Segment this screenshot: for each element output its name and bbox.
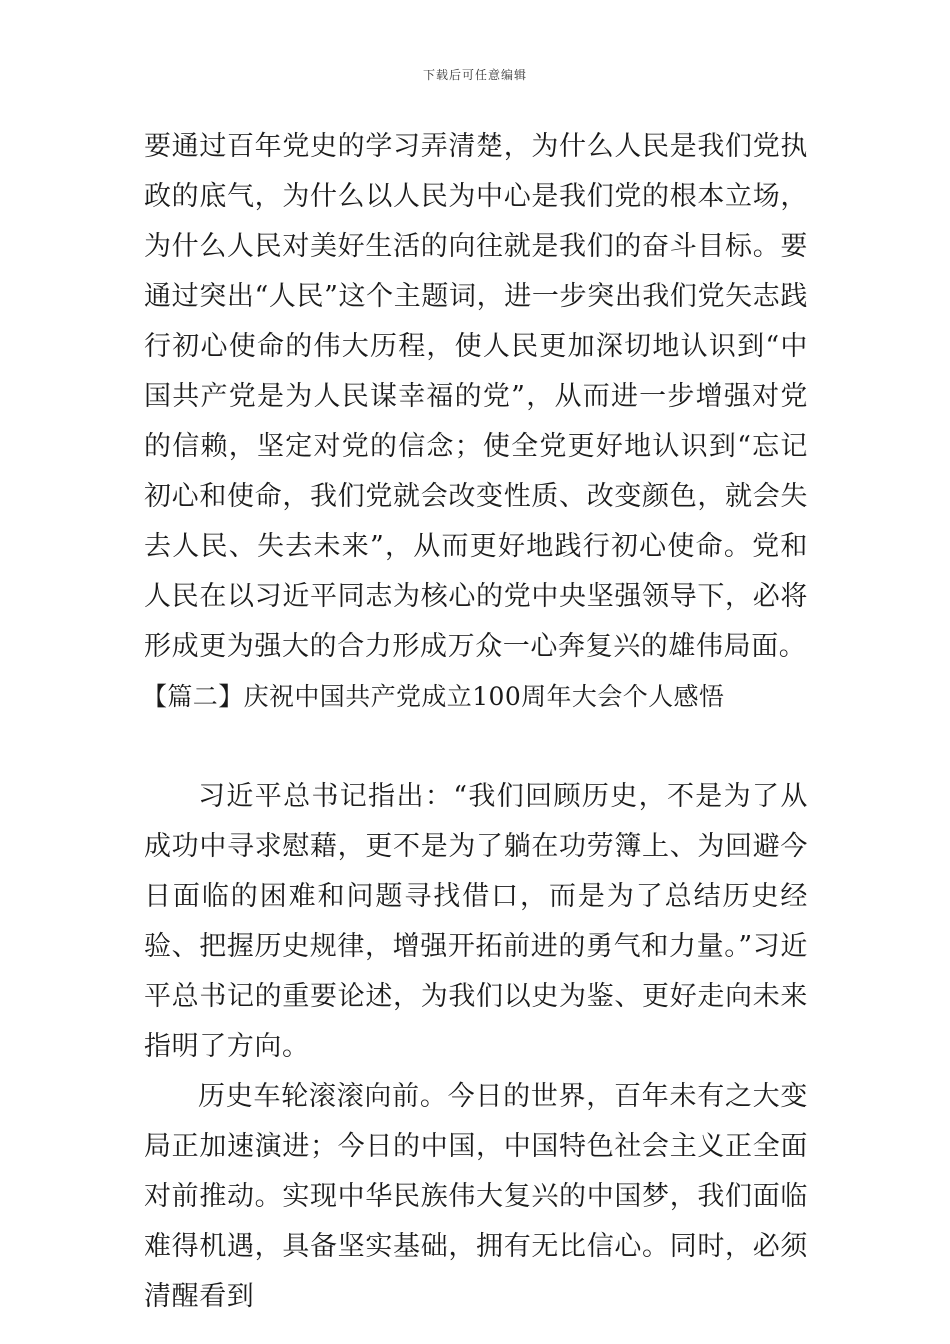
- paragraph-3: 历史车轮滚滚向前。今日的世界，百年未有之大变局正加速演进；今日的中国，中国特色社会主义正全面对前推动。实现中华民族伟大复兴的中国梦，我们面临难得机遇，具备坚实基础，拥有无比信心。同时，必须清醒看到: [144, 1081, 808, 1312]
- page-header-note: 下载后可任意编辑: [422, 68, 527, 82]
- paragraph-2: 习近平总书记指出：“我们回顾历史，不是为了从成功中寻求慰藉，更不是为了躺在功劳簿上、为回避今日面临的困难和问题寻找借口，而是为了总结历史经验、把握历史规律，增强开拓前进的勇气和力量。”习近平总书记的重要论述，为我们以史为鉴、更好走向未来指明了方向。: [144, 781, 808, 1062]
- section-spacer: [144, 722, 808, 772]
- document-body: [144, 122, 808, 1322]
- section-title: 【篇二】庆祝中国共产党成立100周年大会个人感悟: [142, 682, 725, 711]
- paragraph-1: 要通过百年党史的学习弄清楚，为什么人民是我们党执政的底气，为什么以人民为中心是我们党的根本立场，为什么人民对美好生活的向往就是我们的奋斗目标。要通过突出“人民”这个主题词，进一步突出我们党矢志践行初心使命的伟大历程，使人民更加深切地认识到“中国共产党是为人民谋幸福的党”，从而进一步增强对党的信赖，坚定对党的信念；使全党更好地认识到“忘记初心和使命，我们党就会改变性质、改变颜色，就会失去人民、失去未来”，从而更好地践行初心使命。党和人民在以习近平同志为核心的党中央坚强领导下，必将形成更为强大的合力形成万众一心奔复兴的雄伟局面。: [144, 131, 808, 662]
